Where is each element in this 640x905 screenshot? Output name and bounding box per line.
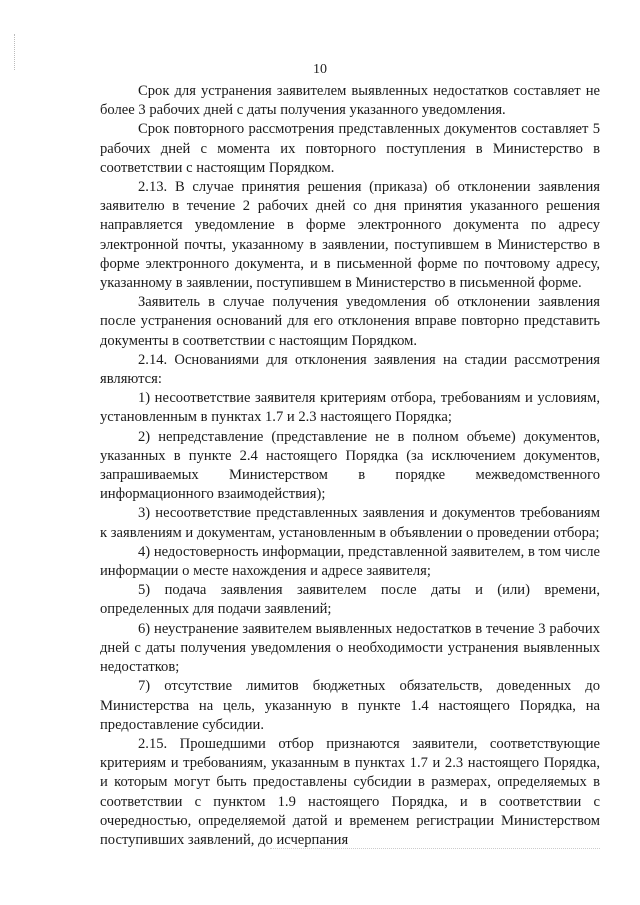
list-item: 5) подача заявления заявителем после даты и (или) времени, определенных для подачи заявлений; [100, 582, 600, 618]
document-body [100, 82, 600, 850]
list-item: 2) непредставление (представление не в полном объеме) документов, указанных в пункте 2.4 настоящего Порядка (за исключением документов, запрашиваемых Министерством в порядке межведомственного информационного взаимодействия); [100, 428, 600, 503]
list-item: 3) несоответствие представленных заявления и документов требованиям к заявлениям и документам, установленным в объявлении о проведении отбора; [100, 505, 600, 541]
list-item: 7) отсутствие лимитов бюджетных обязательств, доведенных до Министерства на цель, указанную в пункте 1.4 настоящего Порядка, на предоставление субсидии. [100, 678, 600, 733]
list-item: 6) неустранение заявителем выявленных недостатков в течение 3 рабочих дней с даты получения уведомления о необходимости устранения выявленных недостатков; [100, 620, 600, 676]
paragraph: 2.14. Основаниями для отклонения заявления на стадии рассмотрения являются: [100, 351, 600, 388]
paragraph: Срок повторного рассмотрения представленных документов составляет 5 рабочих дней с момента их повторного поступления в Министерство в соответствии с настоящим Порядком. [100, 121, 600, 176]
paragraph: 2.15. Прошедшими отбор признаются заявители, соответствующие критериям и требованиям, указанным в пунктах 1.7 и 2.3 настоящего Порядка, и которым могут быть предоставлены субсидии в размерах, определяемых в соответствии с пунктом 1.9 настоящего Порядка, и в соответствии с очередностью, определяемой датой и временем регистрации Министерством поступивших заявлений, до исчерпания [100, 735, 600, 848]
paragraph: Заявитель в случае получения уведомления об отклонении заявления после устранения оснований для его отклонения вправе повторно представить документы в соответствии с настоящим Порядком. [100, 294, 600, 349]
scan-artifact [270, 848, 600, 851]
paragraph: 2.13. В случае принятия решения (приказа) об отклонении заявления заявителю в течение 2 рабочих дней со дня принятия указанного решения направляется уведомление в форме электронного документа по адресу электронной почты, указанному в заявлении, поступившем в Министерство в форме электронного документа, и в письменной форме по почтовому адресу, указанному в заявлении, поступившем в Министерство в письменной форме. [100, 179, 600, 292]
page-number: 10 [313, 62, 327, 77]
list-item: 4) недостоверность информации, представленной заявителем, в том числе информации о месте нахождения и адресе заявителя; [100, 543, 600, 580]
list-item: 1) несоответствие заявителя критериям отбора, требованиям и условиям, установленным в пунктах 1.7 и 2.3 настоящего Порядка; [100, 390, 600, 426]
paragraph: Срок для устранения заявителем выявленных недостатков составляет не более 3 рабочих дней с даты получения указанного уведомления. [100, 83, 600, 119]
